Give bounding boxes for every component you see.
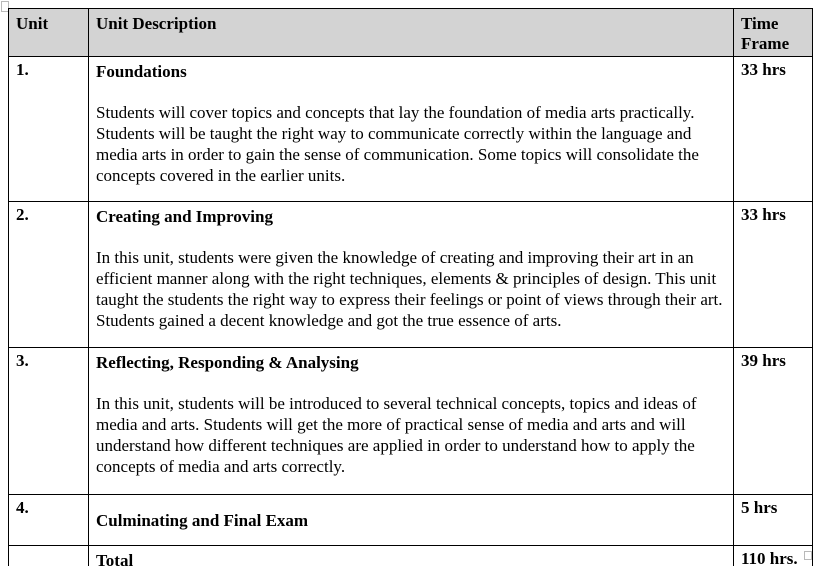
unit-description-cell bbox=[89, 57, 734, 202]
unit-number-cell bbox=[9, 546, 89, 566]
total-time-value: 110 hrs. bbox=[741, 549, 798, 566]
total-time-cell bbox=[734, 546, 813, 566]
time-frame-cell bbox=[734, 495, 813, 546]
table-total-row bbox=[9, 546, 813, 566]
unit-number: 3. bbox=[16, 351, 29, 371]
unit-number: 4. bbox=[16, 498, 29, 518]
time-frame-cell bbox=[734, 202, 813, 348]
course-units-table bbox=[8, 8, 813, 566]
table-row bbox=[9, 348, 813, 495]
table-row bbox=[9, 202, 813, 348]
header-unit-description: Unit Description bbox=[89, 9, 734, 57]
unit-description-text: Students will cover topics and concepts that lay the foundation of media arts practically. Students will be taught the right way to communicate correctly within the language and media arts in order to gain the sense of communication. Some topics will consolidate the concepts covered in the earlier units. bbox=[96, 103, 699, 186]
unit-number: 1. bbox=[16, 60, 29, 80]
time-frame-value: 39 hrs bbox=[741, 351, 786, 371]
table-row bbox=[9, 495, 813, 546]
time-frame-value: 5 hrs bbox=[741, 498, 778, 518]
unit-description-text: In this unit, students were given the knowledge of creating and improving their art in an efficient manner along with the right techniques, elements & principles of design. This unit taught the students the right way to express their feelings or point of views through their art. Students gained a decent knowledge and got the true essence of arts. bbox=[96, 248, 723, 331]
unit-title: Foundations bbox=[96, 62, 187, 82]
time-frame-cell bbox=[734, 348, 813, 495]
table-header-row bbox=[9, 9, 813, 57]
header-time-frame: Time Frame bbox=[734, 9, 813, 57]
unit-title: Reflecting, Responding & Analysing bbox=[96, 353, 359, 373]
unit-description-cell bbox=[89, 495, 734, 546]
header-unit: Unit bbox=[9, 9, 89, 57]
total-label-cell bbox=[89, 546, 734, 566]
unit-description-cell bbox=[89, 202, 734, 348]
time-frame-value: 33 hrs bbox=[741, 205, 786, 225]
unit-title: Creating and Improving bbox=[96, 207, 273, 227]
unit-title: Culminating and Final Exam bbox=[96, 511, 309, 531]
unit-description-text: In this unit, students will be introduced to several technical concepts, topics and ideas of media and arts. Students will get the more of practical sense of media and arts and will understand how different techniques are applied in order to understand how to apply the concepts of media and arts correctly. bbox=[96, 394, 697, 477]
time-frame-value: 33 hrs bbox=[741, 60, 786, 80]
unit-number-cell bbox=[9, 202, 89, 348]
time-frame-cell bbox=[734, 57, 813, 202]
total-label: Total bbox=[96, 551, 134, 566]
unit-number-cell bbox=[9, 57, 89, 202]
unit-number-cell bbox=[9, 348, 89, 495]
unit-number: 2. bbox=[16, 205, 29, 225]
unit-description-cell bbox=[89, 348, 734, 495]
table-row bbox=[9, 57, 813, 202]
unit-number-cell bbox=[9, 495, 89, 546]
